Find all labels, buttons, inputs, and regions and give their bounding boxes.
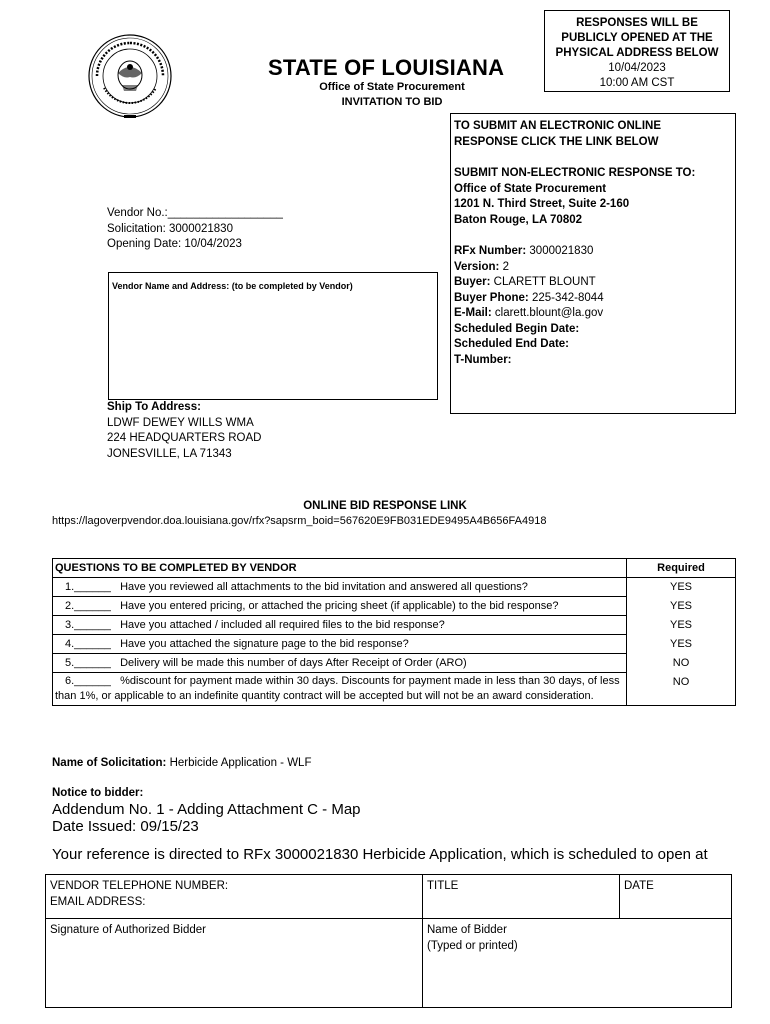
buyer-phone-label: Buyer Phone: [454,291,529,304]
question-text: %discount for payment made within 30 days. Discounts for payment made in less than 30 days, of less than 1%, or applicable to an indefinite quantity contract will be accepted but will not be an award consideration. [55,675,620,702]
opening-date-info: Opening Date: 10/04/2023 [107,238,242,250]
date-label: DATE [624,880,654,892]
question-number[interactable]: 1.______ [65,581,111,593]
title-label: TITLE [427,880,459,892]
date-issued: Date Issued: 09/15/23 [52,818,199,835]
version-row [454,260,735,276]
nonelectronic-title: SUBMIT NON-ELECTRONIC RESPONSE TO: [454,167,696,179]
table-row [53,578,736,597]
submission-box [450,113,736,414]
signature-table [45,874,732,1008]
table-row [53,635,736,654]
begin-date-label: Scheduled Begin Date: [454,322,580,335]
ship-to-label: Ship To Address: [107,401,201,413]
end-date-label: Scheduled End Date: [454,338,570,350]
opening-date: 10/04/2023 [608,62,666,74]
question-text: Have you attached / included all required files to the bid response? [120,619,445,631]
buyer-label: Buyer: [454,276,491,288]
solicitation-number: Solicitation: 3000021830 [107,222,233,235]
vendor-info [107,206,283,253]
buyer-phone-row [454,291,735,307]
addendum-info [52,801,361,835]
vendor-email-label: EMAIL ADDRESS: [50,896,146,908]
question-text: Have you entered pricing, or attached the pricing sheet (if applicable) to the bid response? [120,600,559,612]
online-link-url[interactable]: https://lagoverpvendor.doa.louisiana.gov/rfx?sapsrm_boid=567620E9FB031EDE9495A4B656FA4918 [52,515,547,527]
question-text: Have you attached the signature page to the bid response? [120,638,409,650]
question-required: YES [627,616,736,635]
document-type: INVITATION TO BID [341,96,443,108]
table-row [53,616,736,635]
office-name: Office of State Procurement [319,81,465,93]
required-header: Required [627,559,736,578]
buyer-value: CLARETT BLOUNT [493,276,596,288]
state-seal-icon [80,33,180,119]
buyer-row [454,275,735,291]
question-required: NO [627,654,736,673]
email-label: E-Mail: [454,307,492,319]
email-value[interactable]: clarett.blount@la.gov [494,307,604,319]
rfx-number-label: RFx Number: [454,245,527,257]
electronic-line-1: TO SUBMIT AN ELECTRONIC ONLINE [454,120,661,132]
bidder-name-label: Name of Bidder [427,924,507,936]
responses-line-3: PHYSICAL ADDRESS BELOW [555,47,719,59]
question-required: YES [627,578,736,597]
question-text: Have you reviewed all attachments to the bid invitation and answered all questions? [120,581,528,593]
date-cell[interactable] [620,875,732,919]
submission-city: Baton Rouge, LA 70802 [454,213,583,226]
rfx-number-value: 3000021830 [529,245,594,257]
ship-to-line-3: JONESVILLE, LA 71343 [107,447,232,460]
question-number[interactable]: 6.______ [65,675,111,687]
question-text: Delivery will be made this number of days After Receipt of Order (ARO) [120,657,467,669]
vendor-address-label: Vendor Name and Address: (to be completed by Vendor) [112,281,353,291]
table-row [53,597,736,616]
signature-cell[interactable] [46,919,423,1008]
questions-header: QUESTIONS TO BE COMPLETED BY VENDOR [53,559,627,578]
buyer-phone-value: 225-342-8044 [531,291,604,304]
question-required: NO [627,673,736,706]
question-number[interactable]: 3.______ [65,619,111,631]
questions-header-row [53,559,736,578]
rfx-number-row [454,244,735,260]
ship-to-line-2: 224 HEADQUARTERS ROAD [107,432,262,444]
version-label: Version: [454,260,500,273]
ship-to-line-1: LDWF DEWEY WILLS WMA [107,416,254,429]
solicitation-name-value: Herbicide Application - WLF [169,757,312,769]
question-required: YES [627,597,736,616]
vendor-contact-cell[interactable] [46,875,423,919]
addendum-title: Addendum No. 1 - Adding Attachment C - Map [52,801,361,818]
t-number-label: T-Number: [454,353,512,366]
vendor-address-box[interactable] [108,272,438,400]
online-link-title: ONLINE BID RESPONSE LINK [303,500,467,512]
table-row [53,673,736,706]
opening-time: 10:00 AM CST [599,77,675,89]
bidder-name-cell[interactable] [423,919,732,1008]
version-value: 2 [502,260,509,273]
submission-office: Office of State Procurement [454,182,607,195]
question-number[interactable]: 4.______ [65,638,111,650]
email-row [454,306,735,322]
responses-box [544,10,730,92]
electronic-line-2: RESPONSE CLICK THE LINK BELOW [454,135,659,148]
solicitation-name [52,757,311,769]
solicitation-name-label: Name of Solicitation: [52,757,167,769]
ship-to-address [107,400,261,462]
vendor-phone-label: VENDOR TELEPHONE NUMBER: [50,880,229,892]
vendor-number: Vendor No.:__________________ [107,207,283,219]
responses-line-1: RESPONSES WILL BE [576,17,698,29]
notice-label: Notice to bidder: [52,787,144,799]
submission-street: 1201 N. Third Street, Suite 2-160 [454,198,630,210]
title-cell[interactable] [423,875,620,919]
reference-text: Your reference is directed to RFx 3000021830 Herbicide Application, which is scheduled to open at [52,846,708,863]
state-title: STATE OF LOUISIANA [268,55,505,80]
table-row [53,654,736,673]
question-number[interactable]: 5.______ [65,657,111,669]
question-number[interactable]: 2.______ [65,600,111,612]
bidder-name-hint: (Typed or printed) [427,940,518,952]
questions-table [52,558,736,706]
question-required: YES [627,635,736,654]
responses-line-2: PUBLICLY OPENED AT THE [561,32,713,44]
signature-label: Signature of Authorized Bidder [50,924,206,936]
